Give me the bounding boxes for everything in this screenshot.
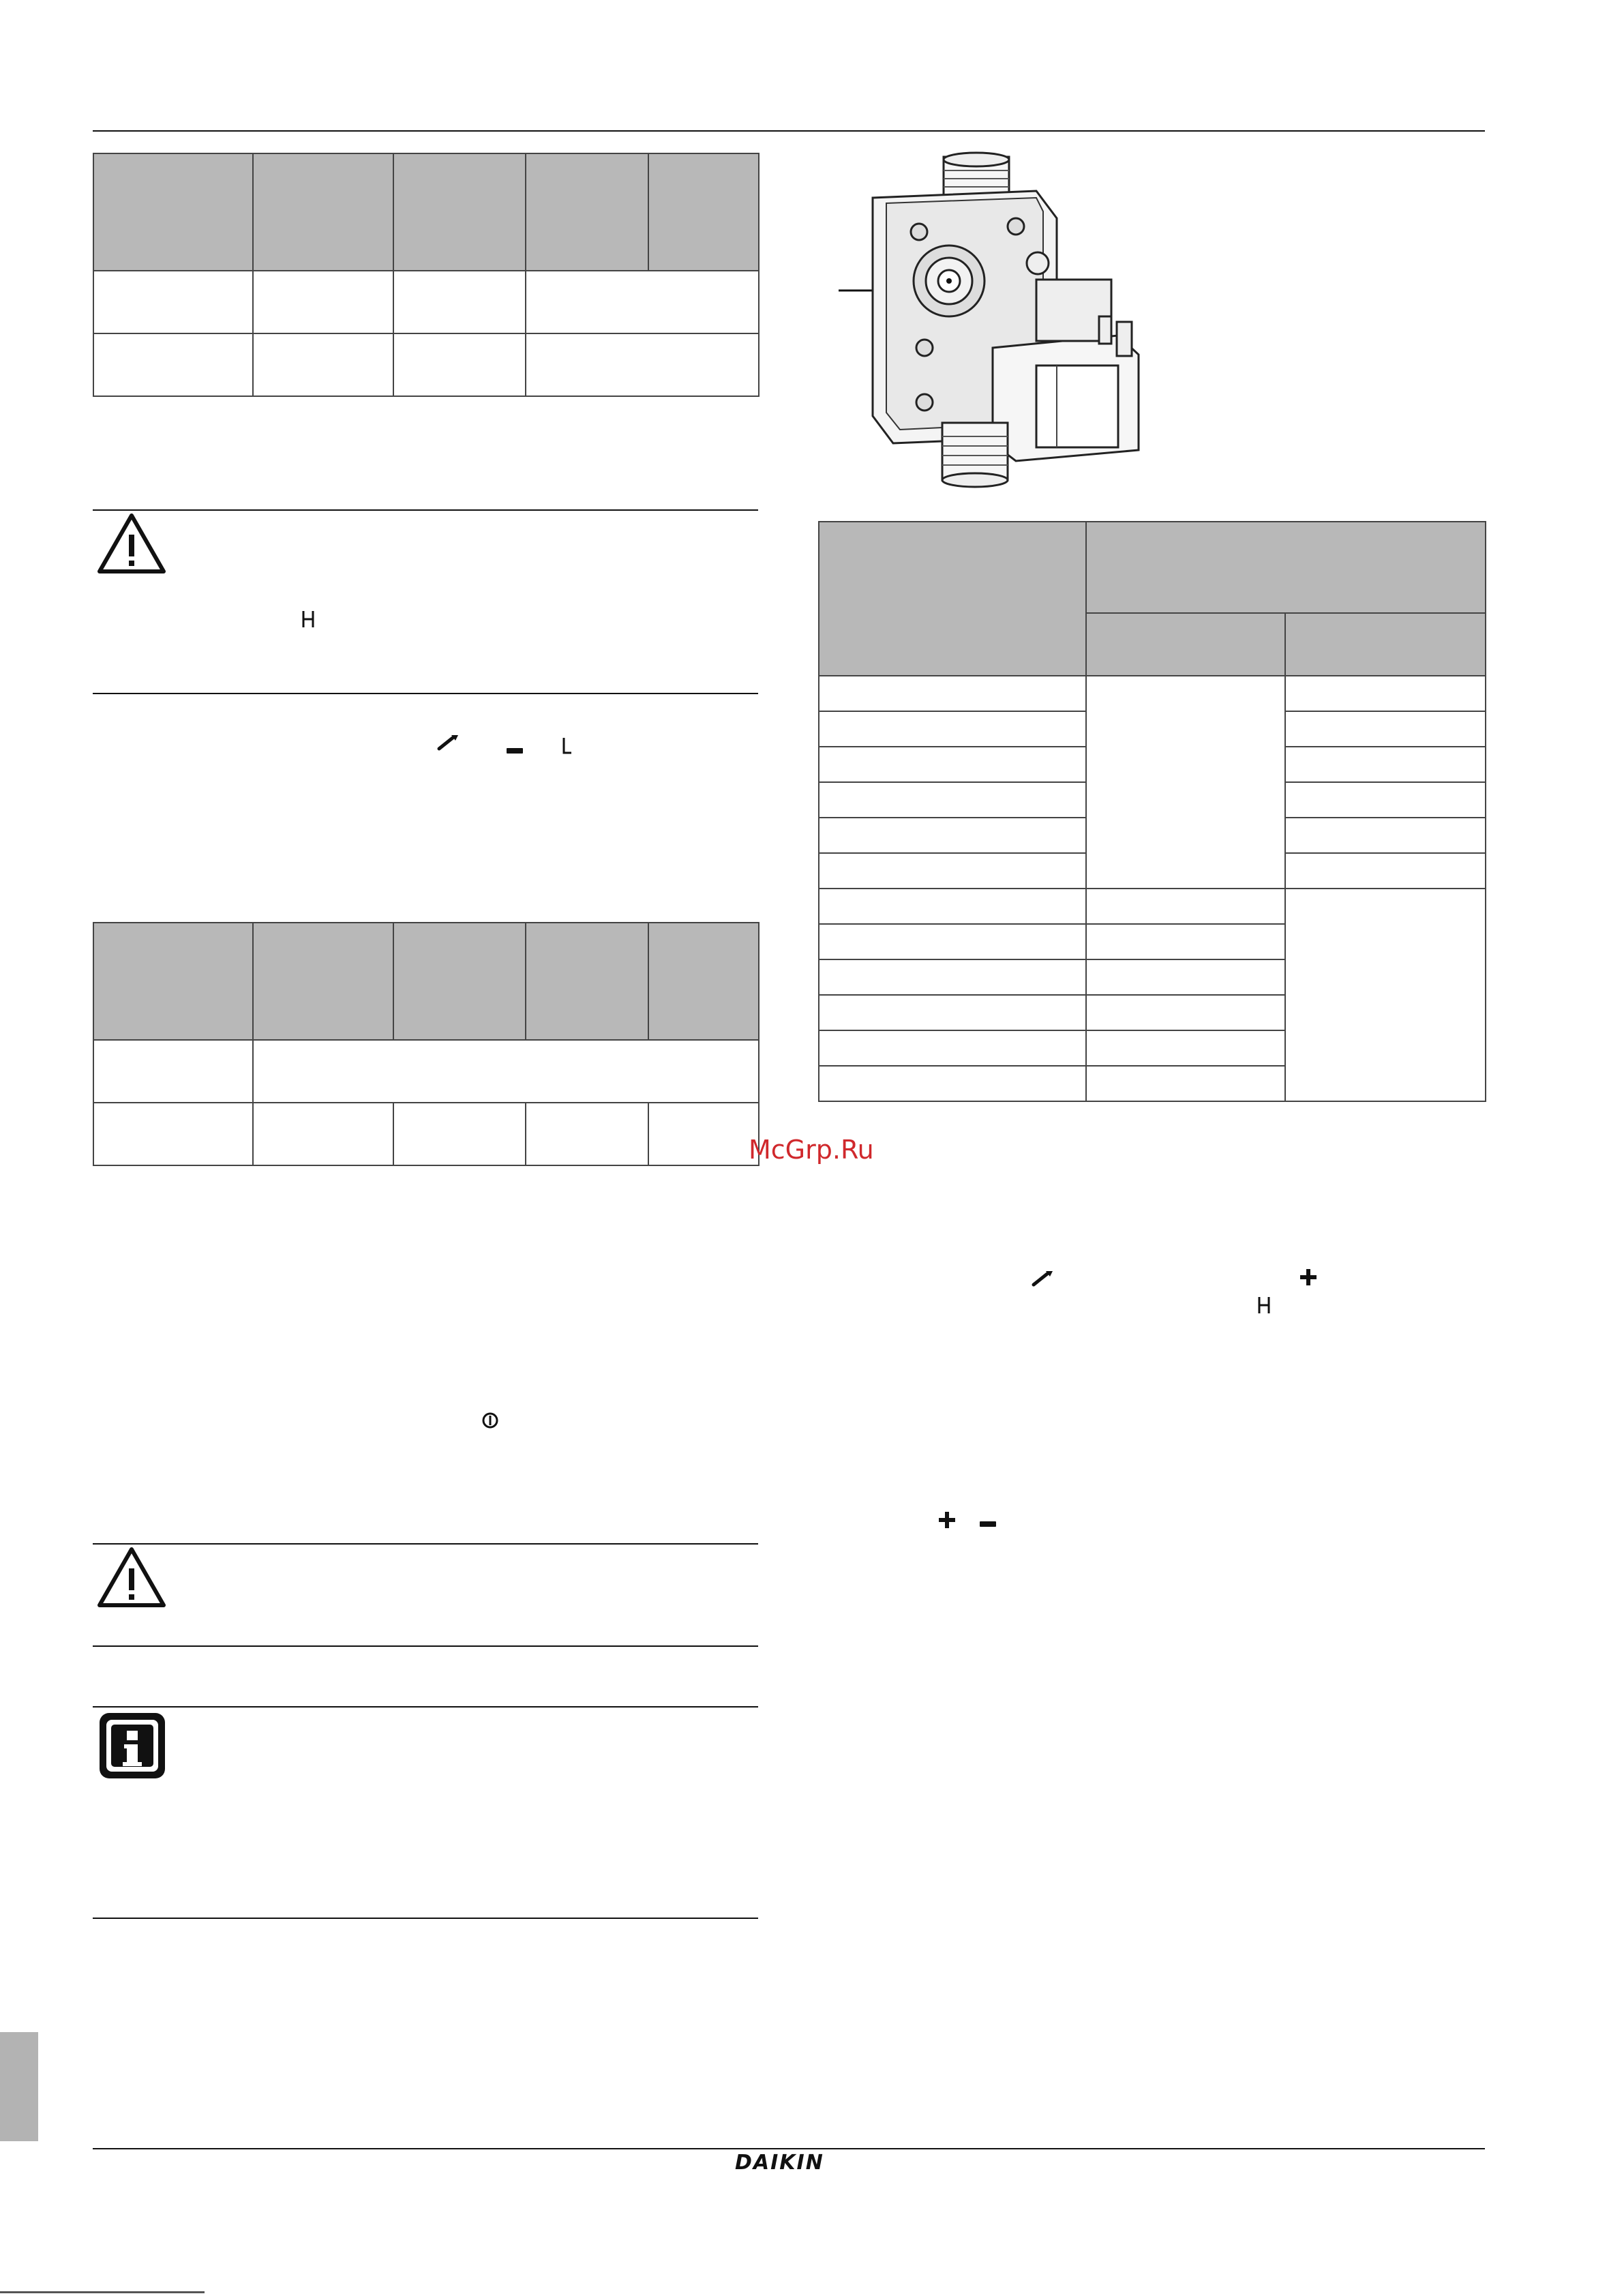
table-3-cell [1285, 711, 1486, 747]
table-1-header-cell [93, 153, 253, 271]
table-1-cell [526, 333, 759, 396]
display-h-icon [301, 610, 315, 632]
table-3-cell [1086, 1066, 1285, 1101]
header-rule [93, 130, 1485, 132]
table-2-cell [253, 1103, 393, 1165]
wrench-icon [436, 732, 461, 755]
info-icon [97, 1710, 168, 1781]
table-3-cell [1285, 818, 1486, 853]
table-3-cell [1086, 676, 1285, 889]
table-2-cell [93, 1040, 253, 1103]
table-3-header-cell [1086, 522, 1486, 613]
daikin-logo: DAIKIN [735, 2151, 824, 2175]
wrench-icon [1031, 1268, 1055, 1291]
table-3-header-cell [1285, 613, 1486, 676]
minus-icon [506, 746, 524, 758]
table-3 [818, 521, 1486, 1102]
display-l-icon [562, 736, 573, 759]
table-3-cell [819, 959, 1086, 995]
table-3-cell [819, 995, 1086, 1030]
info-top-rule [93, 1706, 758, 1708]
table-1-cell [393, 333, 526, 396]
table-3-cell [819, 818, 1086, 853]
table-1-cell [253, 271, 393, 333]
plus-icon [938, 1511, 956, 1532]
table-2-cell [393, 1103, 526, 1165]
side-tab [0, 2032, 38, 2141]
table-3-cell [1285, 676, 1486, 711]
table-2-cell [648, 1103, 759, 1165]
table-2-cell [526, 1103, 648, 1165]
table-3-cell [819, 924, 1086, 959]
table-3-cell [819, 782, 1086, 818]
table-1-header-cell [393, 153, 526, 271]
table-3-cell [1285, 747, 1486, 782]
table-2-header-cell [393, 923, 526, 1040]
warning-1-top-rule [93, 509, 758, 511]
table-3-cell [1086, 995, 1285, 1030]
table-3-cell [1285, 853, 1486, 889]
table-1-cell [526, 271, 759, 333]
table-1-header-cell [253, 153, 393, 271]
table-2 [93, 922, 760, 1166]
minus-icon [979, 1519, 997, 1532]
plus-icon [1299, 1268, 1317, 1289]
warning-2-top-rule [93, 1543, 758, 1545]
table-3-cell [819, 1066, 1086, 1101]
table-1-header-cell [648, 153, 759, 271]
table-3-cell [1086, 959, 1285, 995]
table-3-header-cell [819, 522, 1086, 676]
power-icon [481, 1412, 499, 1433]
table-3-cell [1086, 1030, 1285, 1066]
warning-1-bottom-rule [93, 693, 758, 694]
bottom-strip [0, 2291, 205, 2293]
table-3-cell [819, 747, 1086, 782]
table-1-cell [253, 333, 393, 396]
table-3-cell [819, 676, 1086, 711]
warning-triangle-icon [95, 511, 168, 577]
table-1 [93, 153, 760, 397]
table-1-header-cell [526, 153, 648, 271]
table-1-cell [93, 271, 253, 333]
table-3-cell [1285, 782, 1486, 818]
table-2-header-cell [526, 923, 648, 1040]
table-3-cell [819, 853, 1086, 889]
gas-valve-illustration [832, 150, 1186, 491]
table-2-header-cell [648, 923, 759, 1040]
info-bottom-rule [93, 1918, 758, 1919]
table-1-cell [393, 271, 526, 333]
warning-triangle-icon [95, 1545, 168, 1611]
table-1-cell [93, 333, 253, 396]
table-3-cell [1285, 889, 1486, 1101]
warning-2-bottom-rule [93, 1645, 758, 1647]
table-2-cell [253, 1040, 759, 1103]
table-3-cell [819, 889, 1086, 924]
watermark: McGrp.Ru [749, 1135, 874, 1165]
table-3-cell [1086, 924, 1285, 959]
display-h-icon [1257, 1296, 1271, 1318]
table-3-cell [819, 711, 1086, 747]
table-2-header-cell [93, 923, 253, 1040]
table-3-cell [1086, 889, 1285, 924]
table-2-cell [93, 1103, 253, 1165]
table-3-cell [819, 1030, 1086, 1066]
table-3-header-cell [1086, 613, 1285, 676]
table-2-header-cell [253, 923, 393, 1040]
